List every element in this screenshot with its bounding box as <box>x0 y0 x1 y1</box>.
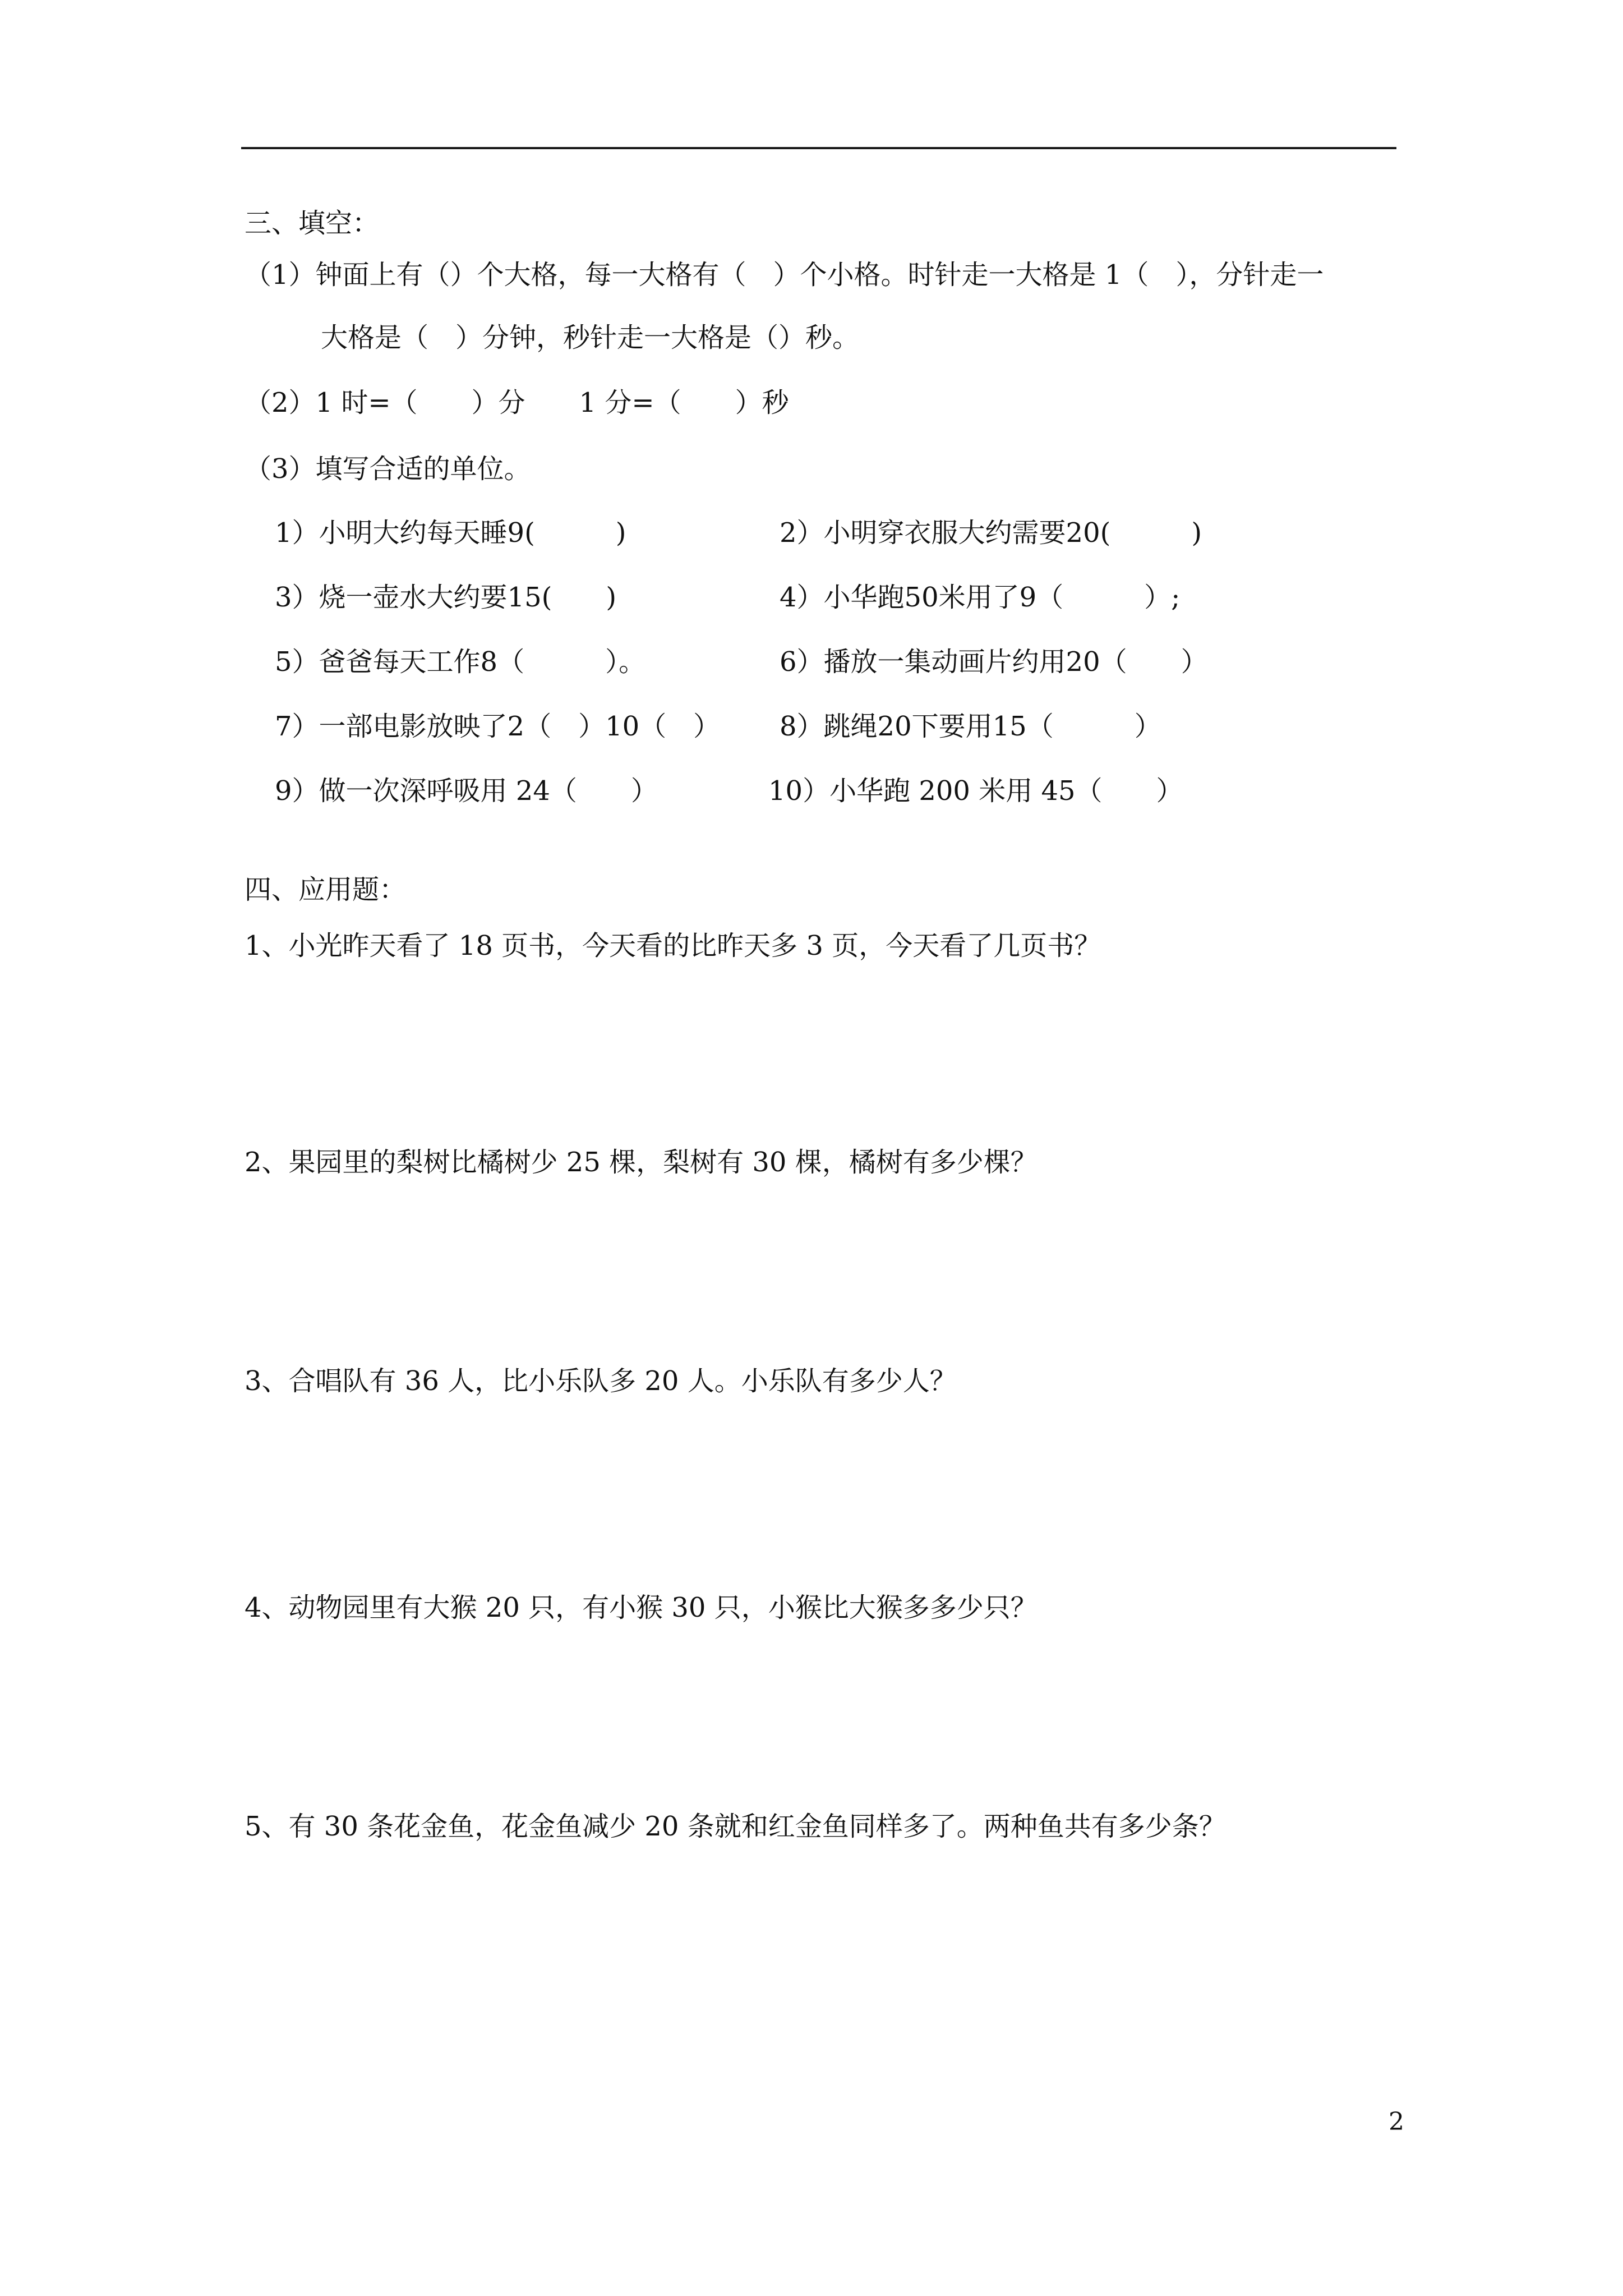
problem-5: 5、有 30 条花金鱼，花金鱼减少 20 条就和红金鱼同样多了。两种鱼共有多少条？ <box>245 1811 1226 1842</box>
question-1-line-1: （1）钟面上有（）个大格，每一大格有（ ）个小格。时针走一大格是 1（ ），分针走一 <box>245 259 1324 291</box>
section4-heading: 四、应用题： <box>245 874 407 905</box>
problem-1: 1、小光昨天看了 18 页书，今天看的比昨天多 3 页，今天看了几页书？ <box>245 930 1101 961</box>
unit-item-9: 9）做一次深呼吸用 24（ ） <box>275 775 658 807</box>
unit-item-8: 8）跳绳20下要用15（ ） <box>780 711 1161 742</box>
unit-item-2: 2）小明穿衣服大约需要20( ) <box>780 517 1202 549</box>
section3-heading: 三、填空： <box>245 208 380 239</box>
problem-2: 2、果园里的梨树比橘树少 25 棵，梨树有 30 棵，橘树有多少棵？ <box>245 1147 1038 1178</box>
unit-item-7: 7）一部电影放映了2（ ）10（ ） <box>275 711 721 742</box>
problem-3: 3、合唱队有 36 人，比小乐队多 20 人。小乐队有多少人？ <box>245 1365 957 1397</box>
question-1-line-2: 大格是（ ）分钟，秒针走一大格是（）秒。 <box>321 322 860 353</box>
unit-item-5: 5）爸爸每天工作8（ ）。 <box>275 646 646 678</box>
question-3: （3）填写合适的单位。 <box>245 453 531 485</box>
unit-item-6: 6）播放一集动画片约用20（ ） <box>780 646 1208 678</box>
question-2: （2）1 时=（ ）分 1 分=（ ）秒 <box>245 387 789 418</box>
unit-item-3: 3）烧一壶水大约要15( ) <box>275 582 617 613</box>
problem-4: 4、动物园里有大猴 20 只，有小猴 30 只，小猴比大猴多多少只？ <box>245 1592 1038 1623</box>
unit-item-1: 1）小明大约每天睡9( ) <box>275 517 626 549</box>
header-rule <box>241 147 1396 149</box>
page-number: 2 <box>1389 2108 1404 2136</box>
unit-item-10: 10）小华跑 200 米用 45（ ） <box>768 775 1183 807</box>
unit-item-4: 4）小华跑50米用了9（ ）; <box>780 582 1181 613</box>
